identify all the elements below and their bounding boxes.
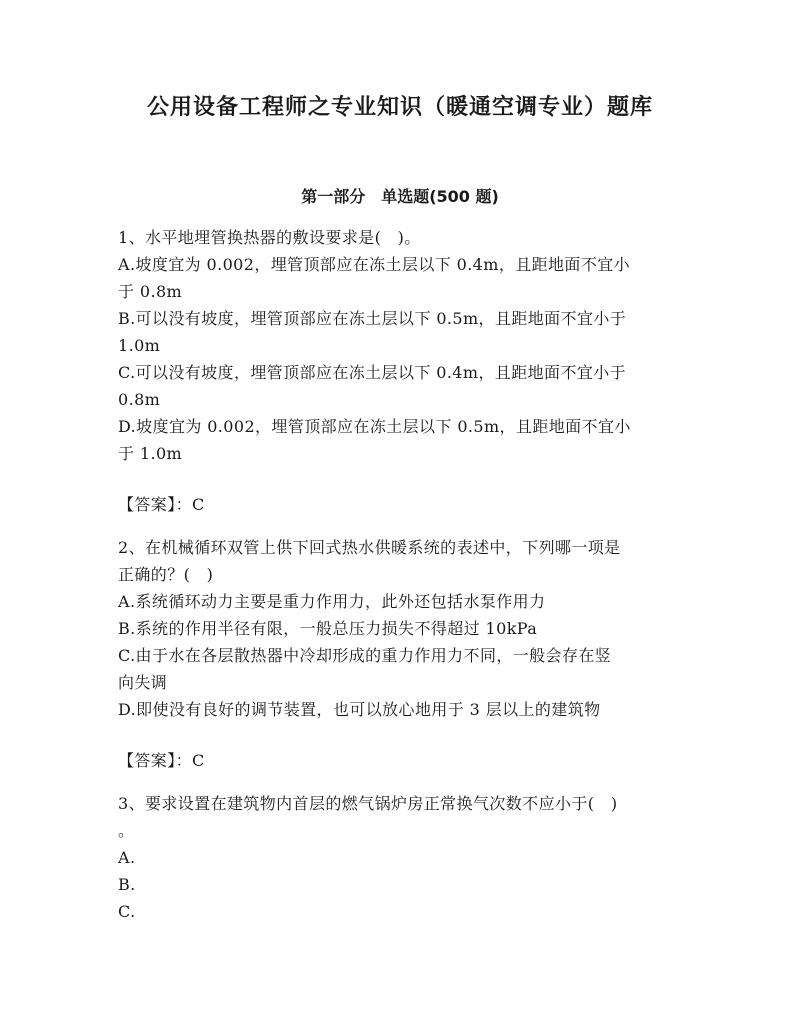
question-1 bbox=[118, 224, 688, 518]
option-c: C.可以没有坡度，埋管顶部应在冻土层以下 0.4m，且距地面不宜小于 bbox=[118, 363, 627, 382]
question-text-cont: 。 bbox=[118, 821, 135, 840]
option-c-cont: 0.8m bbox=[118, 390, 161, 409]
option-d: D.坡度宜为 0.002，埋管顶部应在冻土层以下 0.5m，且距地面不宜小 bbox=[118, 417, 631, 436]
document-title: 公用设备工程师之专业知识（暖通空调专业）题库 bbox=[146, 95, 653, 120]
question-text-cont: 正确的？( ) bbox=[118, 565, 214, 584]
option-a-cont: 于 0.8m bbox=[118, 282, 183, 301]
option-b-cont: 1.0m bbox=[118, 336, 161, 355]
option-c: C. bbox=[118, 902, 136, 921]
option-b: B.系统的作用半径有限，一般总压力损失不得超过 10kPa bbox=[118, 619, 538, 638]
option-c: C.由于水在各层散热器中冷却形成的重力作用力不同，一般会存在竖 bbox=[118, 646, 612, 665]
option-a: A.系统循环动力主要是重力作用力，此外还包括水泵作用力 bbox=[118, 592, 546, 611]
option-a: A.坡度宜为 0.002，埋管顶部应在冻土层以下 0.4m，且距地面不宜小 bbox=[118, 255, 631, 274]
question-text: 3、要求设置在建筑物内首层的燃气锅炉房正常换气次数不应小于( ) bbox=[118, 794, 618, 813]
question-text: 2、在机械循环双管上供下回式热水供暖系统的表述中，下列哪一项是 bbox=[118, 538, 621, 557]
option-b: B.可以没有坡度，埋管顶部应在冻土层以下 0.5m，且距地面不宜小于 bbox=[118, 309, 627, 328]
document-body bbox=[118, 224, 688, 925]
option-b: B. bbox=[118, 875, 136, 894]
question-3 bbox=[118, 790, 688, 925]
option-d: D.即使没有良好的调节装置，也可以放心地用于 3 层以上的建筑物 bbox=[118, 700, 601, 719]
answer: 【答案】：C bbox=[118, 751, 205, 770]
answer: 【答案】：C bbox=[118, 495, 205, 514]
question-2 bbox=[118, 534, 688, 774]
option-c-cont: 向失调 bbox=[118, 673, 168, 692]
section-title: 第一部分 单选题(500 题) bbox=[301, 187, 499, 206]
option-d-cont: 于 1.0m bbox=[118, 444, 183, 463]
question-text: 1、水平地埋管换热器的敷设要求是( )。 bbox=[118, 228, 421, 247]
option-a: A. bbox=[118, 848, 136, 867]
